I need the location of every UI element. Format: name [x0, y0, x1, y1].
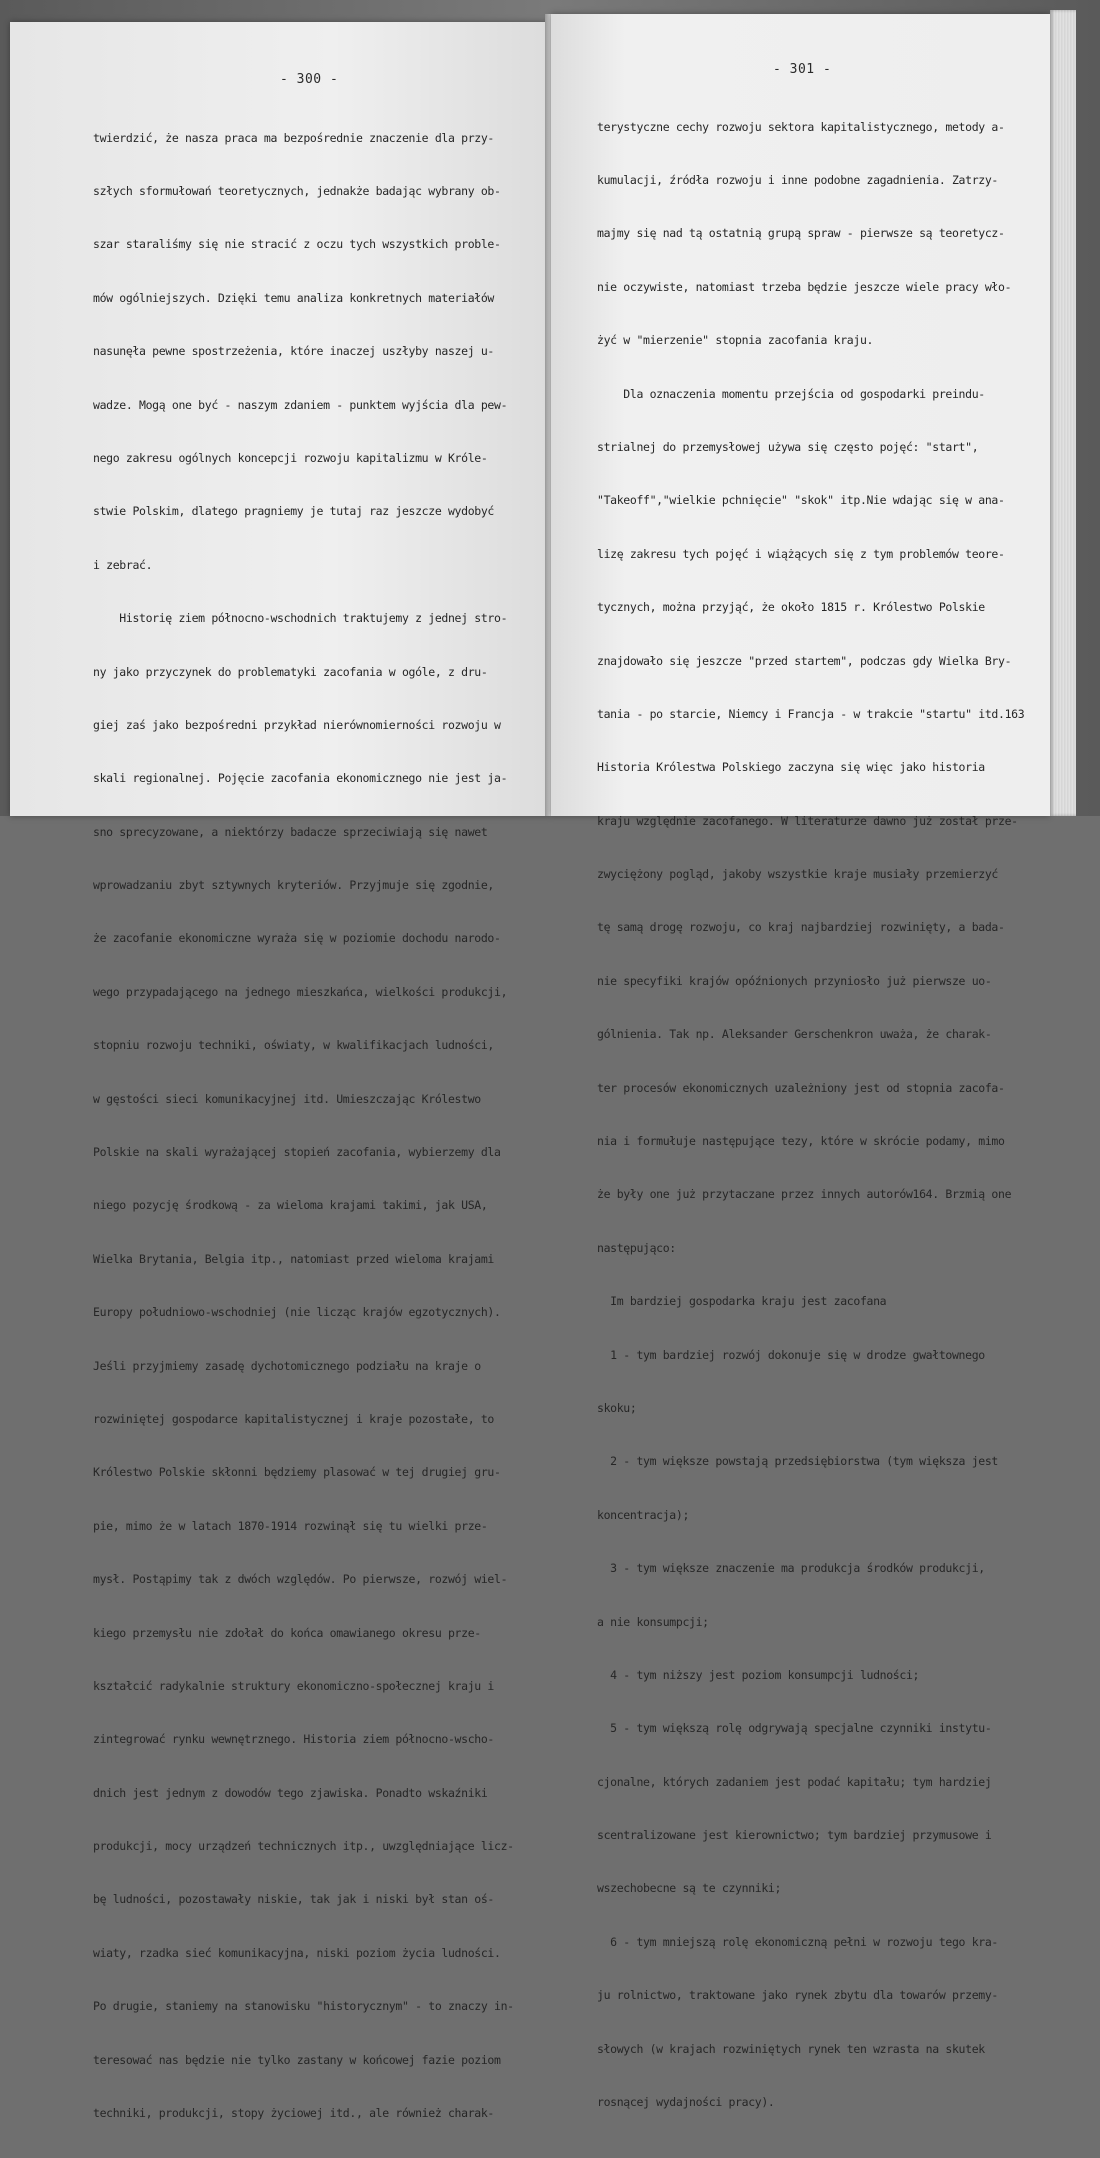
text-line: skali regionalnej. Pojęcie zacofania ekonomicznego nie jest ja- — [93, 771, 508, 786]
text-line: wprowadzaniu zbyt sztywnych kryteriów. Przyjmuje się zgodnie, — [93, 878, 494, 893]
text-line: gólnienia. Tak np. Aleksander Gerschenkron uważa, że charak- — [597, 1027, 992, 1042]
text-line: kształcić radykalnie struktury ekonomiczno-społecznej kraju i — [93, 1678, 494, 1693]
text-line: niego pozycję środkową - za wieloma krajami takimi, jak USA, — [93, 1198, 488, 1213]
left-page-body — [93, 94, 514, 2158]
text-line: Europy południowo-wschodniej (nie licząc krajów egzotycznych). — [93, 1305, 501, 1320]
text-line: wiaty, rzadka sieć komunikacyjna, niski poziom życia ludności. — [93, 1945, 501, 1960]
text-line: zwyciężony pogląd, jakoby wszystkie kraje musiały przemierzyć — [597, 867, 998, 882]
text-line: kiego przemysłu nie zdołał do końca omawianego okresu prze- — [93, 1625, 481, 1640]
text-line: stopniu rozwoju techniki, oświaty, w kwalifikacjach ludności, — [93, 1038, 494, 1053]
text-line: 6 - tym mniejszą rolę ekonomiczną pełni w rozwoju tego kra- — [597, 1934, 998, 1949]
text-line: produkcji, mocy urządzeń technicznych itp., uwzględniające licz- — [93, 1839, 514, 1854]
text-line: nie specyfiki krajów opóźnionych przyniosło już pierwsze uo- — [597, 973, 992, 988]
text-line: nie oczywiste, natomiast trzeba będzie jeszcze wiele pracy wło- — [597, 279, 1012, 294]
text-line: tania - po starcie, Niemcy i Francja - w trakcie "startu" itd.163 — [597, 706, 1025, 721]
text-line: wszechobecne są te czynniki; — [597, 1881, 782, 1896]
text-line: Królestwo Polskie skłonni będziemy plasować w tej drugiej gru- — [93, 1465, 501, 1480]
text-line: "Takeoff","wielkie pchnięcie" "skok" itp.Nie wdając się w ana- — [597, 493, 1005, 508]
text-line: 2 - tym większe powstają przedsiębiorstwa (tym większa jest — [597, 1454, 998, 1469]
text-line: dnich jest jednym z dowodów tego zjawiska. Ponadto wskaźniki — [93, 1785, 488, 1800]
text-line: stwie Polskim, dlatego pragniemy je tutaj raz jeszcze wydobyć — [93, 504, 494, 519]
text-line: Jeśli przyjmiemy zasadę dychotomicznego podziału na kraje o — [93, 1358, 481, 1373]
text-line: twierdzić, że nasza praca ma bezpośrednie znaczenie dla przy- — [93, 130, 494, 145]
text-line: mów ogólniejszych. Dzięki temu analiza konkretnych materiałów — [93, 290, 494, 305]
text-line: nasunęła pewne spostrzeżenia, które inaczej uszłyby naszej u- — [93, 344, 494, 359]
text-line: tę samą drogę rozwoju, co kraj najbardziej rozwinięty, a bada- — [597, 920, 1005, 935]
text-line: pie, mimo że w latach 1870-1914 rozwinął się tu wielki prze- — [93, 1518, 488, 1533]
text-line: nia i formułuje następujące tezy, które w skrócie podamy, mimo — [597, 1134, 1005, 1149]
text-line: bę ludności, pozostawały niskie, tak jak i niski był stan oś- — [93, 1892, 494, 1907]
text-line: że były one już przytaczane przez innych autorów164. Brzmią one — [597, 1187, 1012, 1202]
text-line: znajdowało się jeszcze "przed startem", podczas gdy Wielka Bry- — [597, 653, 1012, 668]
text-line: koncentracja); — [597, 1507, 690, 1522]
text-line: zintegrować rynku wewnętrznego. Historia ziem północno-wscho- — [93, 1732, 494, 1747]
text-line: Dla oznaczenia momentu przejścia od gospodarki preindu- — [597, 386, 985, 401]
text-line: cjonalne, których zadaniem jest podać kapitału; tym hardziej — [597, 1774, 992, 1789]
text-line: majmy się nad tą ostatnią grupą spraw - pierwsze są teoretycz- — [597, 226, 1005, 241]
text-line: 3 - tym większe znaczenie ma produkcja środków produkcji, — [597, 1561, 985, 1576]
page-stack-edge — [1050, 10, 1076, 816]
text-line: mysł. Postąpimy tak z dwóch względów. Po pierwsze, rozwój wiel- — [93, 1572, 508, 1587]
text-line: ju rolnictwo, traktowane jako rynek zbytu dla towarów przemy- — [597, 1988, 998, 2003]
text-line: szar staraliśmy się nie stracić z oczu tych wszystkich proble- — [93, 237, 501, 252]
left-page-number: - 300 - — [280, 72, 339, 87]
text-line: Wielka Brytania, Belgia itp., natomiast przed wieloma krajami — [93, 1251, 494, 1266]
right-page — [551, 14, 1050, 2110]
text-line: nego zakresu ogólnych koncepcji rozwoju kapitalizmu w Króle- — [93, 450, 488, 465]
text-line: teresować nas będzie nie tylko zastany w końcowej fazie poziom — [93, 2052, 501, 2067]
text-line: a nie konsumpcji; — [597, 1614, 709, 1629]
text-line: Historię ziem północno-wschodnich traktujemy z jednej stro- — [93, 611, 508, 626]
text-line: rosnącej wydajności pracy). — [597, 2095, 775, 2110]
text-line: 1 - tym bardziej rozwój dokonuje się w drodze gwałtownego — [597, 1347, 985, 1362]
text-line: szłych sformułowań teoretycznych, jednakże badając wybrany ob- — [93, 183, 501, 198]
text-line: strialnej do przemysłowej używa się często pojęć: "start", — [597, 439, 979, 454]
left-page — [10, 22, 550, 2121]
text-line: scentralizowane jest kierownictwo; tym bardziej przymusowe i — [597, 1828, 992, 1843]
text-line: rozwiniętej gospodarce kapitalistycznej i kraje pozostałe, to — [93, 1411, 494, 1426]
text-line: wadze. Mogą one być - naszym zdaniem - punktem wyjścia dla pew- — [93, 397, 508, 412]
text-line: Im bardziej gospodarka kraju jest zacofana — [597, 1294, 887, 1309]
text-line: i zebrać. — [93, 557, 153, 572]
text-line: ter procesów ekonomicznych uzależniony jest od stopnia zacofa- — [597, 1080, 1005, 1095]
text-line: wego przypadającego na jednego mieszkańca, wielkości produkcji, — [93, 984, 508, 999]
text-line: techniki, produkcji, stopy życiowej itd., ale również charak- — [93, 2106, 494, 2121]
text-line: następująco: — [597, 1240, 676, 1255]
text-line: Historia Królestwa Polskiego zaczyna się więc jako historia — [597, 760, 985, 775]
text-line: w gęstości sieci komunikacyjnej itd. Umieszczając Królestwo — [93, 1091, 481, 1106]
right-page-body — [597, 83, 1024, 2147]
text-line: lizę zakresu tych pojęć i wiążących się z tym problemów teore- — [597, 546, 1005, 561]
text-line: sno sprecyzowane, a niektórzy badacze sprzeciwiają się nawet — [93, 824, 488, 839]
text-line: ny jako przyczynek do problematyki zacofania w ogóle, z dru- — [93, 664, 488, 679]
text-line: słowych (w krajach rozwiniętych rynek ten wzrasta na skutek — [597, 2041, 985, 2056]
text-line: terystyczne cechy rozwoju sektora kapitalistycznego, metody a- — [597, 119, 1005, 134]
text-line: Polskie na skali wyrażającej stopień zacofania, wybierzemy dla — [93, 1145, 501, 1160]
text-line: 4 - tym niższy jest poziom konsumpcji ludności; — [597, 1667, 920, 1682]
text-line: że zacofanie ekonomiczne wyraża się w poziomie dochodu narodo- — [93, 931, 501, 946]
text-line: kraju względnie zacofanego. W literaturze dawno już został prze- — [597, 813, 1018, 828]
text-line: tycznych, można przyjąć, że około 1815 r. Królestwo Polskie — [597, 600, 985, 615]
text-line: giej zaś jako bezpośredni przykład nierównomierności rozwoju w — [93, 717, 501, 732]
text-line: kumulacji, źródła rozwoju i inne podobne zagadnienia. Zatrzy- — [597, 172, 998, 187]
text-line: Po drugie, staniemy na stanowisku "historycznym" - to znaczy in- — [93, 1999, 514, 2014]
text-line: skoku; — [597, 1400, 637, 1415]
right-page-number: - 301 - — [773, 62, 832, 77]
text-line: 5 - tym większą rolę odgrywają specjalne czynniki instytu- — [597, 1721, 992, 1736]
text-line: żyć w "mierzenie" stopnia zacofania kraju. — [597, 333, 874, 348]
